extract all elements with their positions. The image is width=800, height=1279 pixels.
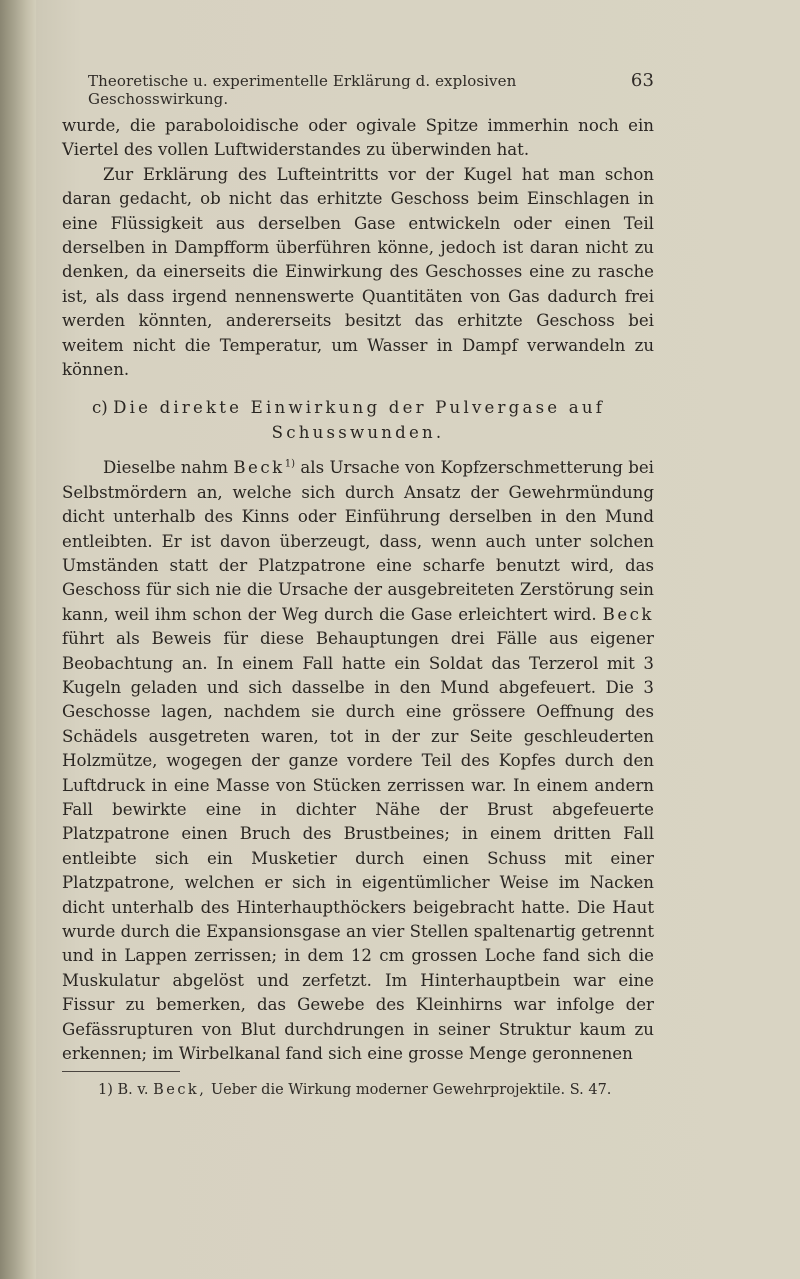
section-title-line2: Schusswunden.	[271, 422, 445, 442]
paragraph-1: wurde, die paraboloidische oder ogivale Spitze immerhin noch ein Viertel des vollen Luftwiderstandes zu überwinden hat.	[62, 116, 654, 160]
footnote	[98, 1082, 611, 1098]
running-title: Theoretische u. experimentelle Erklärung d. explosiven Geschosswirkung.	[88, 72, 517, 108]
page-number: 63	[630, 70, 654, 91]
footnote-rule	[62, 1071, 180, 1072]
footnote-author-prefix: B. v.	[117, 1082, 149, 1098]
p3-rest-2: führt als Beweis für diese Behauptungen drei Fälle aus eigener Beobachtung an. In einem Fall hatte ein Soldat das Terzerol mit 3 Kugeln geladen und sich dasselbe in den Mund abgefeuert. Die 3 Geschosse lagen, nachdem sie durch eine grössere Oeffnung des Schädels ausgetreten waren, tot in der zur Seite geschleuderten Holzmütze, wogegen der ganze vordere Teil des Kopfes durch den Luftdruck in eine Masse von Stücken zerrissen war. In einem andern Fall bewirkte eine in dichter Nähe der Brust abgefeuerte Platzpatrone einen Bruch des Brustbeines; in einem dritten Fall entleibte sich ein Musketier durch einen Schuss mit einer Platzpatrone, welchen er sich in eigentümlicher Weise im Nacken dicht unterhalb des Hinterhaupthöckers beigebracht hatte. Die Haut wurde durch die Expansionsgase an vier Stellen spaltenartig getrennt und in Lappen zerrissen; in dem 12 cm grossen Loche fand sich die Muskulatur abgelöst und zerfetzt. Im Hinterhauptbein war eine Fissur zu bemerken, das Gewebe des Kleinhirns war infolge der Gefässrupturen von Blut durchdrungen in seiner Struktur kaum zu erkennen; im Wirbelkanal fand sich eine grosse Menge geronnenen	[62, 629, 654, 1064]
footnote-marker: 1)	[98, 1082, 113, 1098]
p3-rest: als Ursache von Kopfzerschmetterung bei Selbstmördern an, welche sich durch Ansatz der Gewehrmündung dicht unterhalb des Kinns oder Einführung derselben in den Mund entleibten. Er ist davon überzeugt, dass, wenn auch unter solchen Umständen statt der Platzpatrone eine scharfe benutzt wird, das Geschoss für sich nie die Ursache der ausgebreiteten Zerstörung sein kann, weil ihm schon der Weg durch die Gase erleichtert wird.	[62, 458, 654, 624]
paragraph-3	[62, 456, 654, 1066]
author-name-beck-2: Beck	[602, 604, 654, 624]
footnote-text: Ueber die Wirkung moderner Gewehrprojektile. S. 47.	[210, 1082, 612, 1098]
p3-start: Dieselbe nahm	[103, 458, 228, 478]
footnote-ref: 1)	[284, 458, 295, 470]
footnote-author-name: Beck,	[153, 1082, 207, 1098]
book-spine-shadow	[0, 0, 36, 1279]
author-name-beck: Beck	[233, 458, 285, 478]
section-label: c)	[92, 398, 108, 418]
running-header	[88, 72, 654, 108]
main-text	[62, 114, 654, 1066]
section-heading	[62, 396, 654, 445]
section-title-line1: Die direkte Einwirkung der Pulvergase auf	[113, 398, 606, 418]
paragraph-2: Zur Erklärung des Lufteintritts vor der Kugel hat man schon daran gedacht, ob nicht das erhitzte Geschoss beim Einschlagen in eine Flüssigkeit aus derselben Gase entwickeln oder einen Teil derselben in Dampfform überführen könne, jedoch ist daran nicht zu denken, da einerseits die Einwirkung des Geschosses eine zu rasche ist, als dass irgend nennenswerte Quantitäten von Gas dadurch frei werden könnten, andererseits besitzt das erhitzte Geschoss bei weitem nicht die Temperatur, um Wasser in Dampf verwandeln zu können.	[62, 164, 654, 380]
